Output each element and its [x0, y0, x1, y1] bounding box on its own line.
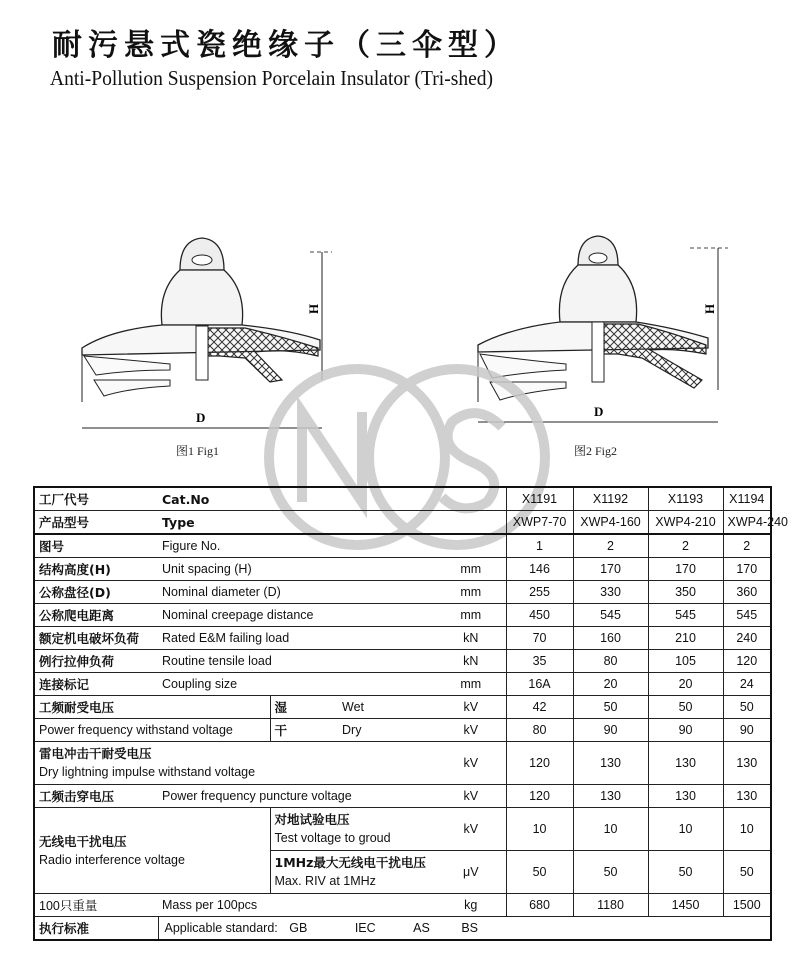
riv-test-value: 10: [506, 808, 573, 851]
coupling-label-cn: 连接标记: [34, 673, 158, 696]
failing-value: 70: [506, 627, 573, 650]
riv-test-en: Test voltage to groud: [274, 831, 391, 845]
standard-item: BS: [461, 921, 478, 935]
creepage-value: 545: [723, 604, 771, 627]
figure-value: 2: [573, 534, 648, 558]
pf-dry-cn: 干: [270, 719, 338, 742]
failing-label-en: Rated E&M failing load: [158, 627, 436, 650]
figure-1-drawing: [70, 230, 340, 430]
spacing-label-en: Unit spacing (H): [158, 558, 436, 581]
coupling-value: 20: [573, 673, 648, 696]
routine-value: 105: [648, 650, 723, 673]
mass-unit: kg: [436, 894, 506, 917]
standard-label-en: Applicable standard:: [164, 921, 278, 935]
coupling-value: 20: [648, 673, 723, 696]
row-pf-wet: [34, 696, 771, 719]
type-value: XWP4-160: [573, 511, 648, 535]
standard-label-cn: 执行标准: [34, 917, 158, 941]
mass-label-cn: 100只重量: [34, 894, 158, 917]
creepage-value: 545: [573, 604, 648, 627]
failing-value: 160: [573, 627, 648, 650]
riv-max-value: 50: [648, 851, 723, 894]
diameter-value: 255: [506, 581, 573, 604]
mass-label-en: Mass per 100pcs: [158, 894, 436, 917]
riv-max-unit: μV: [436, 851, 506, 894]
row-pf-dry: [34, 719, 771, 742]
routine-unit: kN: [436, 650, 506, 673]
riv-max-value: 50: [573, 851, 648, 894]
routine-value: 80: [573, 650, 648, 673]
routine-value: 35: [506, 650, 573, 673]
figure-2-caption: 图2 Fig2: [574, 444, 618, 458]
riv-test-value: 10: [573, 808, 648, 851]
pf-wet-value: 50: [573, 696, 648, 719]
standard-item: AS: [413, 921, 430, 935]
fig2-d-label: D: [594, 404, 604, 419]
pf-dry-en: Dry: [338, 719, 436, 742]
pf-wet-unit: kV: [436, 696, 506, 719]
riv-max-en: Max. RIV at 1MHz: [274, 874, 376, 888]
row-routine-load: [34, 650, 771, 673]
row-standard: [34, 917, 771, 941]
puncture-value: 130: [648, 785, 723, 808]
fig2-h-label: H: [702, 303, 717, 314]
creepage-value: 545: [648, 604, 723, 627]
spacing-value: 170: [573, 558, 648, 581]
type-value: XWP7-70: [506, 511, 573, 535]
row-diameter: [34, 581, 771, 604]
row-cat-no: [34, 487, 771, 511]
riv-test-value: 10: [648, 808, 723, 851]
spacing-value: 146: [506, 558, 573, 581]
riv-test-unit: kV: [436, 808, 506, 851]
figure-label-cn: 图号: [34, 534, 158, 558]
creepage-label-en: Nominal creepage distance: [158, 604, 436, 627]
puncture-value: 120: [506, 785, 573, 808]
puncture-unit: kV: [436, 785, 506, 808]
coupling-label-en: Coupling size: [158, 673, 436, 696]
cat-no-value: X1193: [648, 487, 723, 511]
row-figure: [34, 534, 771, 558]
pf-dry-unit: kV: [436, 719, 506, 742]
diameter-unit: mm: [436, 581, 506, 604]
row-coupling: [34, 673, 771, 696]
riv-label-cn: 无线电干扰电压: [39, 833, 127, 849]
diameter-label-cn: 公称盘径(D): [34, 581, 158, 604]
diameter-value: 360: [723, 581, 771, 604]
figure-label-en: Figure No.: [158, 534, 436, 558]
puncture-label-en: Power frequency puncture voltage: [158, 785, 436, 808]
spacing-unit: mm: [436, 558, 506, 581]
row-unit-spacing: [34, 558, 771, 581]
lightning-label-cn: 雷电冲击干耐受电压: [39, 746, 152, 761]
pf-wet-en: Wet: [338, 696, 436, 719]
lightning-label-en: Dry lightning impulse withstand voltage: [39, 765, 256, 779]
pf-dry-value: 90: [723, 719, 771, 742]
row-riv-test: [34, 808, 771, 851]
pf-wet-value: 42: [506, 696, 573, 719]
mass-value: 1180: [573, 894, 648, 917]
lightning-value: 130: [573, 742, 648, 785]
row-lightning: [34, 742, 771, 785]
creepage-unit: mm: [436, 604, 506, 627]
failing-label-cn: 额定机电破坏负荷: [34, 627, 158, 650]
specification-table: [33, 486, 788, 941]
figure-value: 2: [723, 534, 771, 558]
routine-label-cn: 例行拉伸负荷: [34, 650, 158, 673]
riv-max-value: 50: [506, 851, 573, 894]
failing-unit: kN: [436, 627, 506, 650]
mass-value: 680: [506, 894, 573, 917]
pf-dry-value: 90: [573, 719, 648, 742]
pf-wet-cn: 湿: [270, 696, 338, 719]
diameter-value: 350: [648, 581, 723, 604]
type-value: XWP4-210: [648, 511, 723, 535]
puncture-value: 130: [573, 785, 648, 808]
type-value: XWP4-240: [723, 511, 771, 535]
figure-1-caption: 图1 Fig1: [176, 444, 220, 458]
coupling-value: 24: [723, 673, 771, 696]
standard-item: GB: [289, 921, 308, 935]
puncture-label-cn: 工频击穿电压: [34, 785, 158, 808]
routine-value: 120: [723, 650, 771, 673]
row-creepage: [34, 604, 771, 627]
pf-label-cn: 工频耐受电压: [34, 696, 158, 719]
figure-value: 1: [506, 534, 573, 558]
type-label-en: Type: [158, 511, 436, 535]
mass-value: 1500: [723, 894, 771, 917]
riv-label-en: Radio interference voltage: [39, 852, 185, 867]
row-type: [34, 511, 771, 535]
cat-no-value: X1192: [573, 487, 648, 511]
routine-label-en: Routine tensile load: [158, 650, 436, 673]
row-puncture: [34, 785, 771, 808]
coupling-unit: mm: [436, 673, 506, 696]
spacing-value: 170: [648, 558, 723, 581]
lightning-value: 120: [506, 742, 573, 785]
riv-max-cn: 1MHz最大无线电干扰电压: [274, 855, 426, 870]
lightning-unit: kV: [436, 742, 506, 785]
riv-test-value: 10: [723, 808, 771, 851]
failing-value: 210: [648, 627, 723, 650]
fig1-h-label: H: [306, 303, 321, 314]
lightning-value: 130: [648, 742, 723, 785]
creepage-label-cn: 公称爬电距离: [34, 604, 158, 627]
diameter-value: 330: [573, 581, 648, 604]
pf-dry-value: 80: [506, 719, 573, 742]
riv-max-value: 50: [723, 851, 771, 894]
cat-no-label-cn: 工厂代号: [34, 487, 158, 511]
figure-value: 2: [648, 534, 723, 558]
spacing-label-cn: 结构高度(H): [34, 558, 158, 581]
pf-label-en: Power frequency withstand voltage: [34, 719, 270, 742]
row-mass: [34, 894, 771, 917]
cat-no-label-en: Cat.No: [158, 487, 436, 511]
fig1-d-label: D: [196, 410, 206, 425]
cat-no-value: X1191: [506, 487, 573, 511]
failing-value: 240: [723, 627, 771, 650]
type-label-cn: 产品型号: [34, 511, 158, 535]
pf-wet-value: 50: [648, 696, 723, 719]
mass-value: 1450: [648, 894, 723, 917]
standard-item: IEC: [354, 921, 376, 935]
riv-test-cn: 对地试验电压: [274, 812, 350, 827]
cat-no-value: X1194: [723, 487, 771, 511]
puncture-value: 130: [723, 785, 771, 808]
row-failing-load: [34, 627, 771, 650]
title-chinese: 耐污悬式瓷绝缘子（三伞型）: [52, 28, 520, 63]
diameter-label-en: Nominal diameter (D): [158, 581, 436, 604]
pf-dry-value: 90: [648, 719, 723, 742]
coupling-value: 16A: [506, 673, 573, 696]
title-english: Anti-Pollution Suspension Porcelain Insulator (Tri-shed): [50, 66, 494, 90]
creepage-value: 450: [506, 604, 573, 627]
spacing-value: 170: [723, 558, 771, 581]
figure-2-drawing: [470, 230, 740, 430]
lightning-value: 130: [723, 742, 771, 785]
pf-wet-value: 50: [723, 696, 771, 719]
